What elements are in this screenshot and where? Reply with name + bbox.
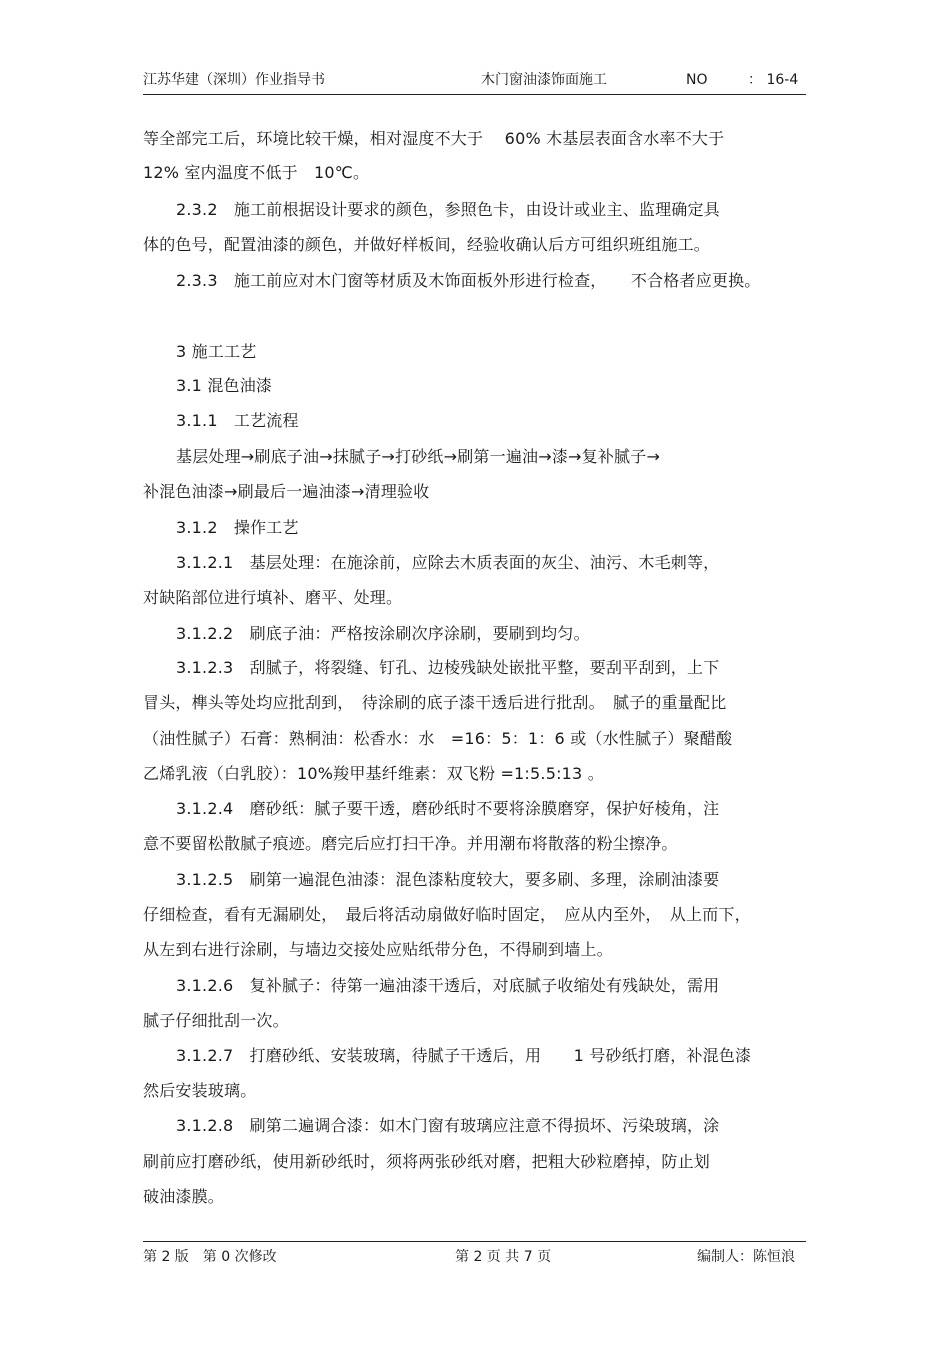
body-line: 体的色号，配置油漆的颜色，并做好样板间，经验收确认后方可组织班组施工。 (143, 235, 711, 254)
footer-page-number: 第 2 页 共 7 页 (455, 1249, 552, 1265)
subsection-heading: 3.1.2 操作工艺 (176, 518, 299, 537)
header-no-value: ： 16-4 (748, 72, 799, 88)
body-line: 对缺陷部位进行填补、磨平、处理。 (143, 588, 403, 607)
footer-rule (143, 1241, 806, 1242)
body-line: 3.1.2.3 刮腻子，将裂缝、钉孔、边棱残缺处嵌批平整，要刮平刮到，上下 (176, 658, 720, 677)
body-line: 腻子仔细批刮一次。 (143, 1011, 289, 1030)
body-line: 3.1.2.7 打磨砂纸、安装玻璃，待腻子干透后，用 1 号砂纸打磨，补混色漆 (176, 1046, 752, 1065)
body-line: 冒头，榫头等处均应批刮到， 待涂刷的底子漆干透后进行批刮。 腻子的重量配比 (143, 693, 727, 712)
header-title: 木门窗油漆饰面施工 (481, 72, 607, 88)
subsection-heading: 3.1 混色油漆 (176, 376, 273, 395)
body-line: 然后安装玻璃。 (143, 1081, 257, 1100)
body-line: 3.1.2.8 刷第二遍调合漆：如木门窗有玻璃应注意不得损坏、污染玻璃，涂 (176, 1116, 720, 1135)
body-line: 乙烯乳液（白乳胶）：10%羧甲基纤维素：双飞粉 =1:5.5:13 。 (143, 764, 604, 783)
body-line: （油性腻子）石膏：熟桐油：松香水：水 =16：5：1：6 或（水性腻子）聚醋酸 (143, 729, 733, 748)
footer-edition: 第 2 版 第 0 次修改 (143, 1249, 277, 1265)
body-line: 仔细检查，看有无漏刷处， 最后将活动扇做好临时固定， 应从内至外， 从上而下， (143, 905, 751, 924)
subsection-heading: 3.1.1 工艺流程 (176, 411, 299, 430)
body-line: 基层处理→刷底子油→抹腻子→打砂纸→刷第一遍油→漆→复补腻子→ (176, 447, 661, 466)
body-line: 2.3.3 施工前应对木门窗等材质及木饰面板外形进行检查， 不合格者应更换。 (176, 271, 761, 290)
body-line: 破油漆膜。 (143, 1187, 225, 1206)
body-line: 等全部完工后，环境比较干燥，相对湿度不大于 60% 木基层表面含水率不大于 (143, 129, 725, 148)
body-line: 3.1.2.2 刷底子油：严格按涂刷次序涂刷，要刷到均匀。 (176, 624, 590, 643)
body-line: 刷前应打磨砂纸，使用新砂纸时，须将两张砂纸对磨，把粗大砂粒磨掉，防止划 (143, 1152, 711, 1171)
body-line: 3.1.2.4 磨砂纸：腻子要干透，磨砂纸时不要将涂膜磨穿，保护好棱角，注 (176, 799, 720, 818)
body-line: 12% 室内温度不低于 10℃。 (143, 163, 370, 182)
section-heading: 3 施工工艺 (176, 342, 257, 361)
header-company: 江苏华建（深圳）作业指导书 (143, 72, 325, 88)
body-line: 意不要留松散腻子痕迹。磨完后应打扫干净。并用潮布将散落的粉尘擦净。 (143, 834, 678, 853)
body-line: 3.1.2.6 复补腻子：待第一遍油漆干透后，对底腻子收缩处有残缺处，需用 (176, 976, 720, 995)
body-line: 3.1.2.1 基层处理：在施涂前，应除去木质表面的灰尘、油污、木毛刺等， (176, 553, 720, 572)
header-rule (143, 94, 806, 95)
footer-editor: 编制人：陈恒浪 (697, 1249, 795, 1265)
header-no-label: NO (686, 72, 708, 88)
body-line: 2.3.2 施工前根据设计要求的颜色，参照色卡，由设计或业主、监理确定具 (176, 200, 720, 219)
body-line: 3.1.2.5 刷第一遍混色油漆：混色漆粘度较大，要多刷、多理，涂刷油漆要 (176, 870, 720, 889)
body-line: 从左到右进行涂刷，与墙边交接处应贴纸带分色，不得刷到墙上。 (143, 940, 613, 959)
body-line: 补混色油漆→刷最后一遍油漆→清理验收 (143, 482, 430, 501)
